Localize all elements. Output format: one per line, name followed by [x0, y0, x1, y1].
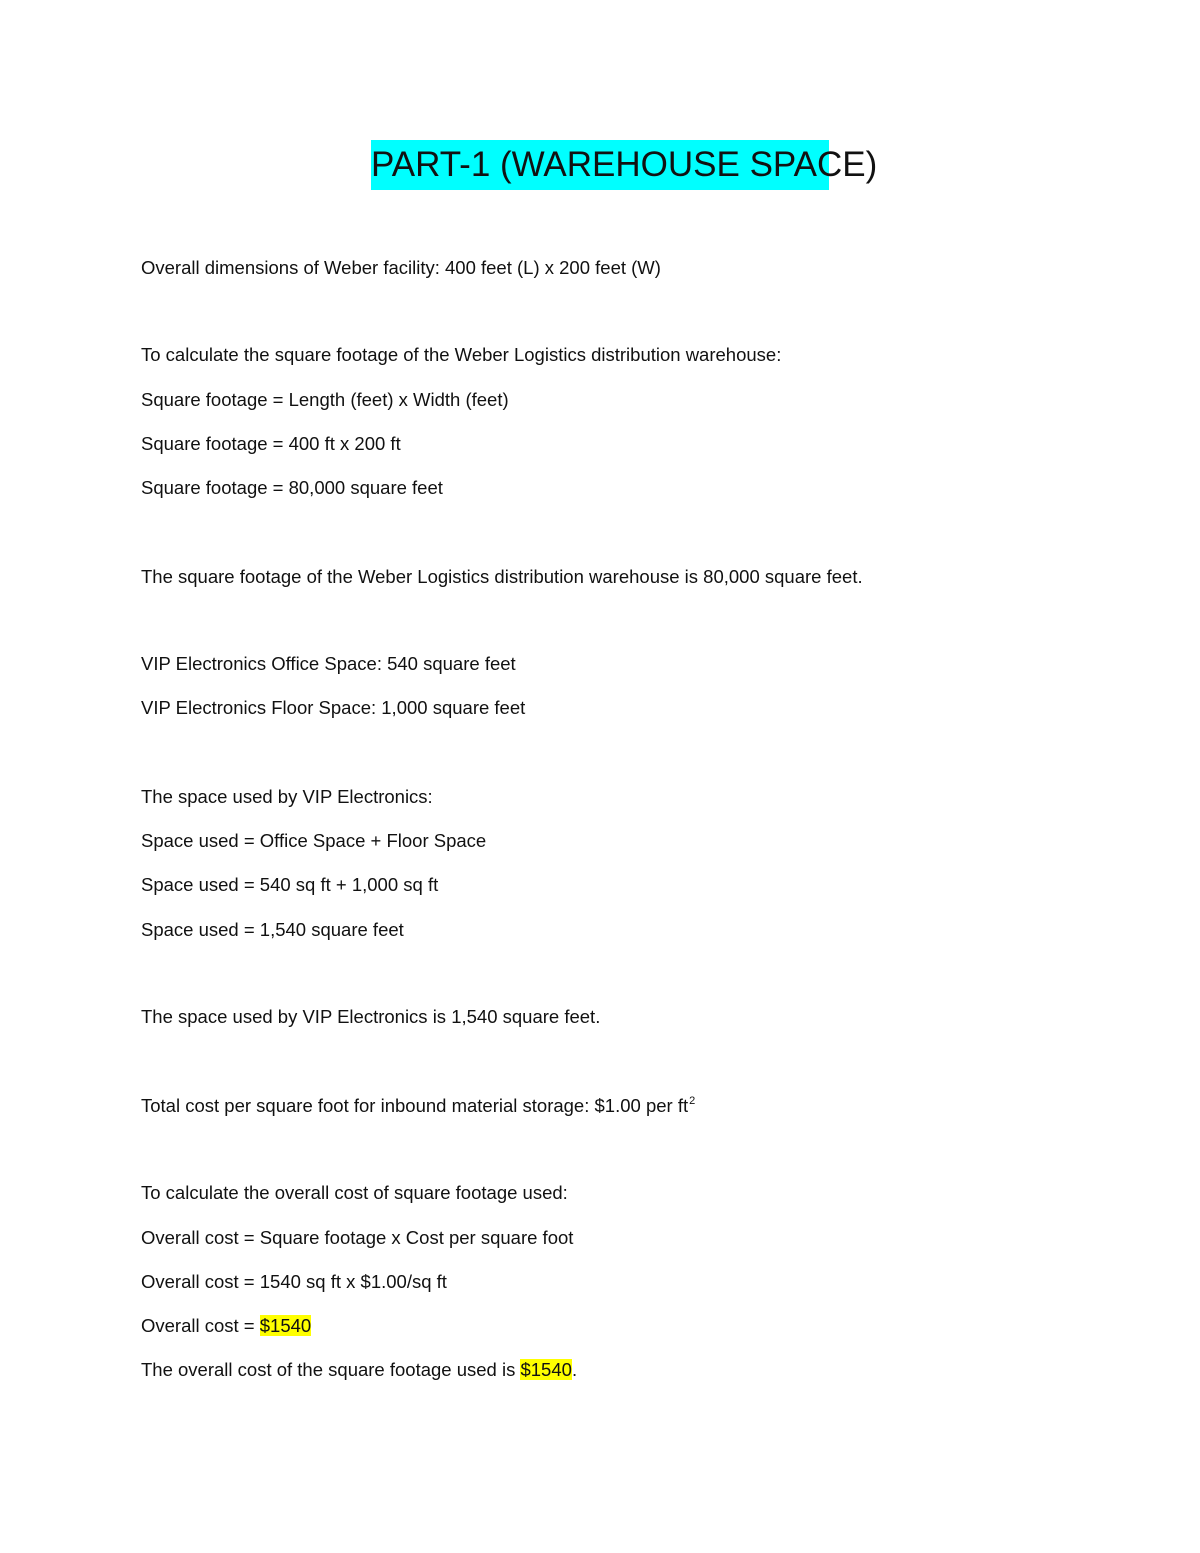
- space-used-conclusion: The space used by VIP Electronics is 1,540 square feet.: [141, 1006, 601, 1027]
- overall-cost-substitution: Overall cost = 1540 sq ft x $1.00/sq ft: [141, 1271, 447, 1292]
- space-used-substitution: Space used = 540 sq ft + 1,000 sq ft: [141, 874, 439, 895]
- space-used-intro: The space used by VIP Electronics:: [141, 786, 433, 807]
- overall-cost-conclusion-highlighted-value: $1540: [520, 1359, 572, 1380]
- office-space-text: VIP Electronics Office Space: 540 square feet: [141, 653, 516, 674]
- page-title: PART-1 (WAREHOUSE SPACE): [371, 140, 829, 190]
- overall-cost-intro: To calculate the overall cost of square footage used:: [141, 1182, 568, 1203]
- cost-per-square-foot-label: Total cost per square foot for inbound material storage: $1.00 per ft: [141, 1095, 689, 1116]
- squared-superscript: 2: [689, 1095, 696, 1107]
- overall-cost-formula: Overall cost = Square footage x Cost per square foot: [141, 1227, 574, 1248]
- square-footage-conclusion: The square footage of the Weber Logistics distribution warehouse is 80,000 square feet.: [141, 566, 863, 587]
- facility-dimensions-text: Overall dimensions of Weber facility: 400 feet (L) x 200 feet (W): [141, 257, 661, 278]
- overall-cost-result: [141, 1314, 311, 1338]
- overall-cost-conclusion: [141, 1358, 577, 1382]
- space-used-result: Space used = 1,540 square feet: [141, 919, 404, 940]
- square-footage-result: Square footage = 80,000 square feet: [141, 477, 443, 498]
- square-footage-intro: To calculate the square footage of the Weber Logistics distribution warehouse:: [141, 344, 782, 365]
- cost-per-square-foot-text: [141, 1094, 695, 1121]
- overall-cost-result-label: Overall cost =: [141, 1315, 260, 1336]
- square-footage-substitution: Square footage = 400 ft x 200 ft: [141, 433, 401, 454]
- overall-cost-conclusion-label: The overall cost of the square footage used is: [141, 1359, 521, 1380]
- floor-space-text: VIP Electronics Floor Space: 1,000 square feet: [141, 697, 526, 718]
- space-used-formula: Space used = Office Space + Floor Space: [141, 830, 487, 851]
- square-footage-formula: Square footage = Length (feet) x Width (feet): [141, 389, 509, 410]
- overall-cost-conclusion-period: .: [571, 1359, 578, 1380]
- overall-cost-highlighted-value: $1540: [259, 1315, 312, 1336]
